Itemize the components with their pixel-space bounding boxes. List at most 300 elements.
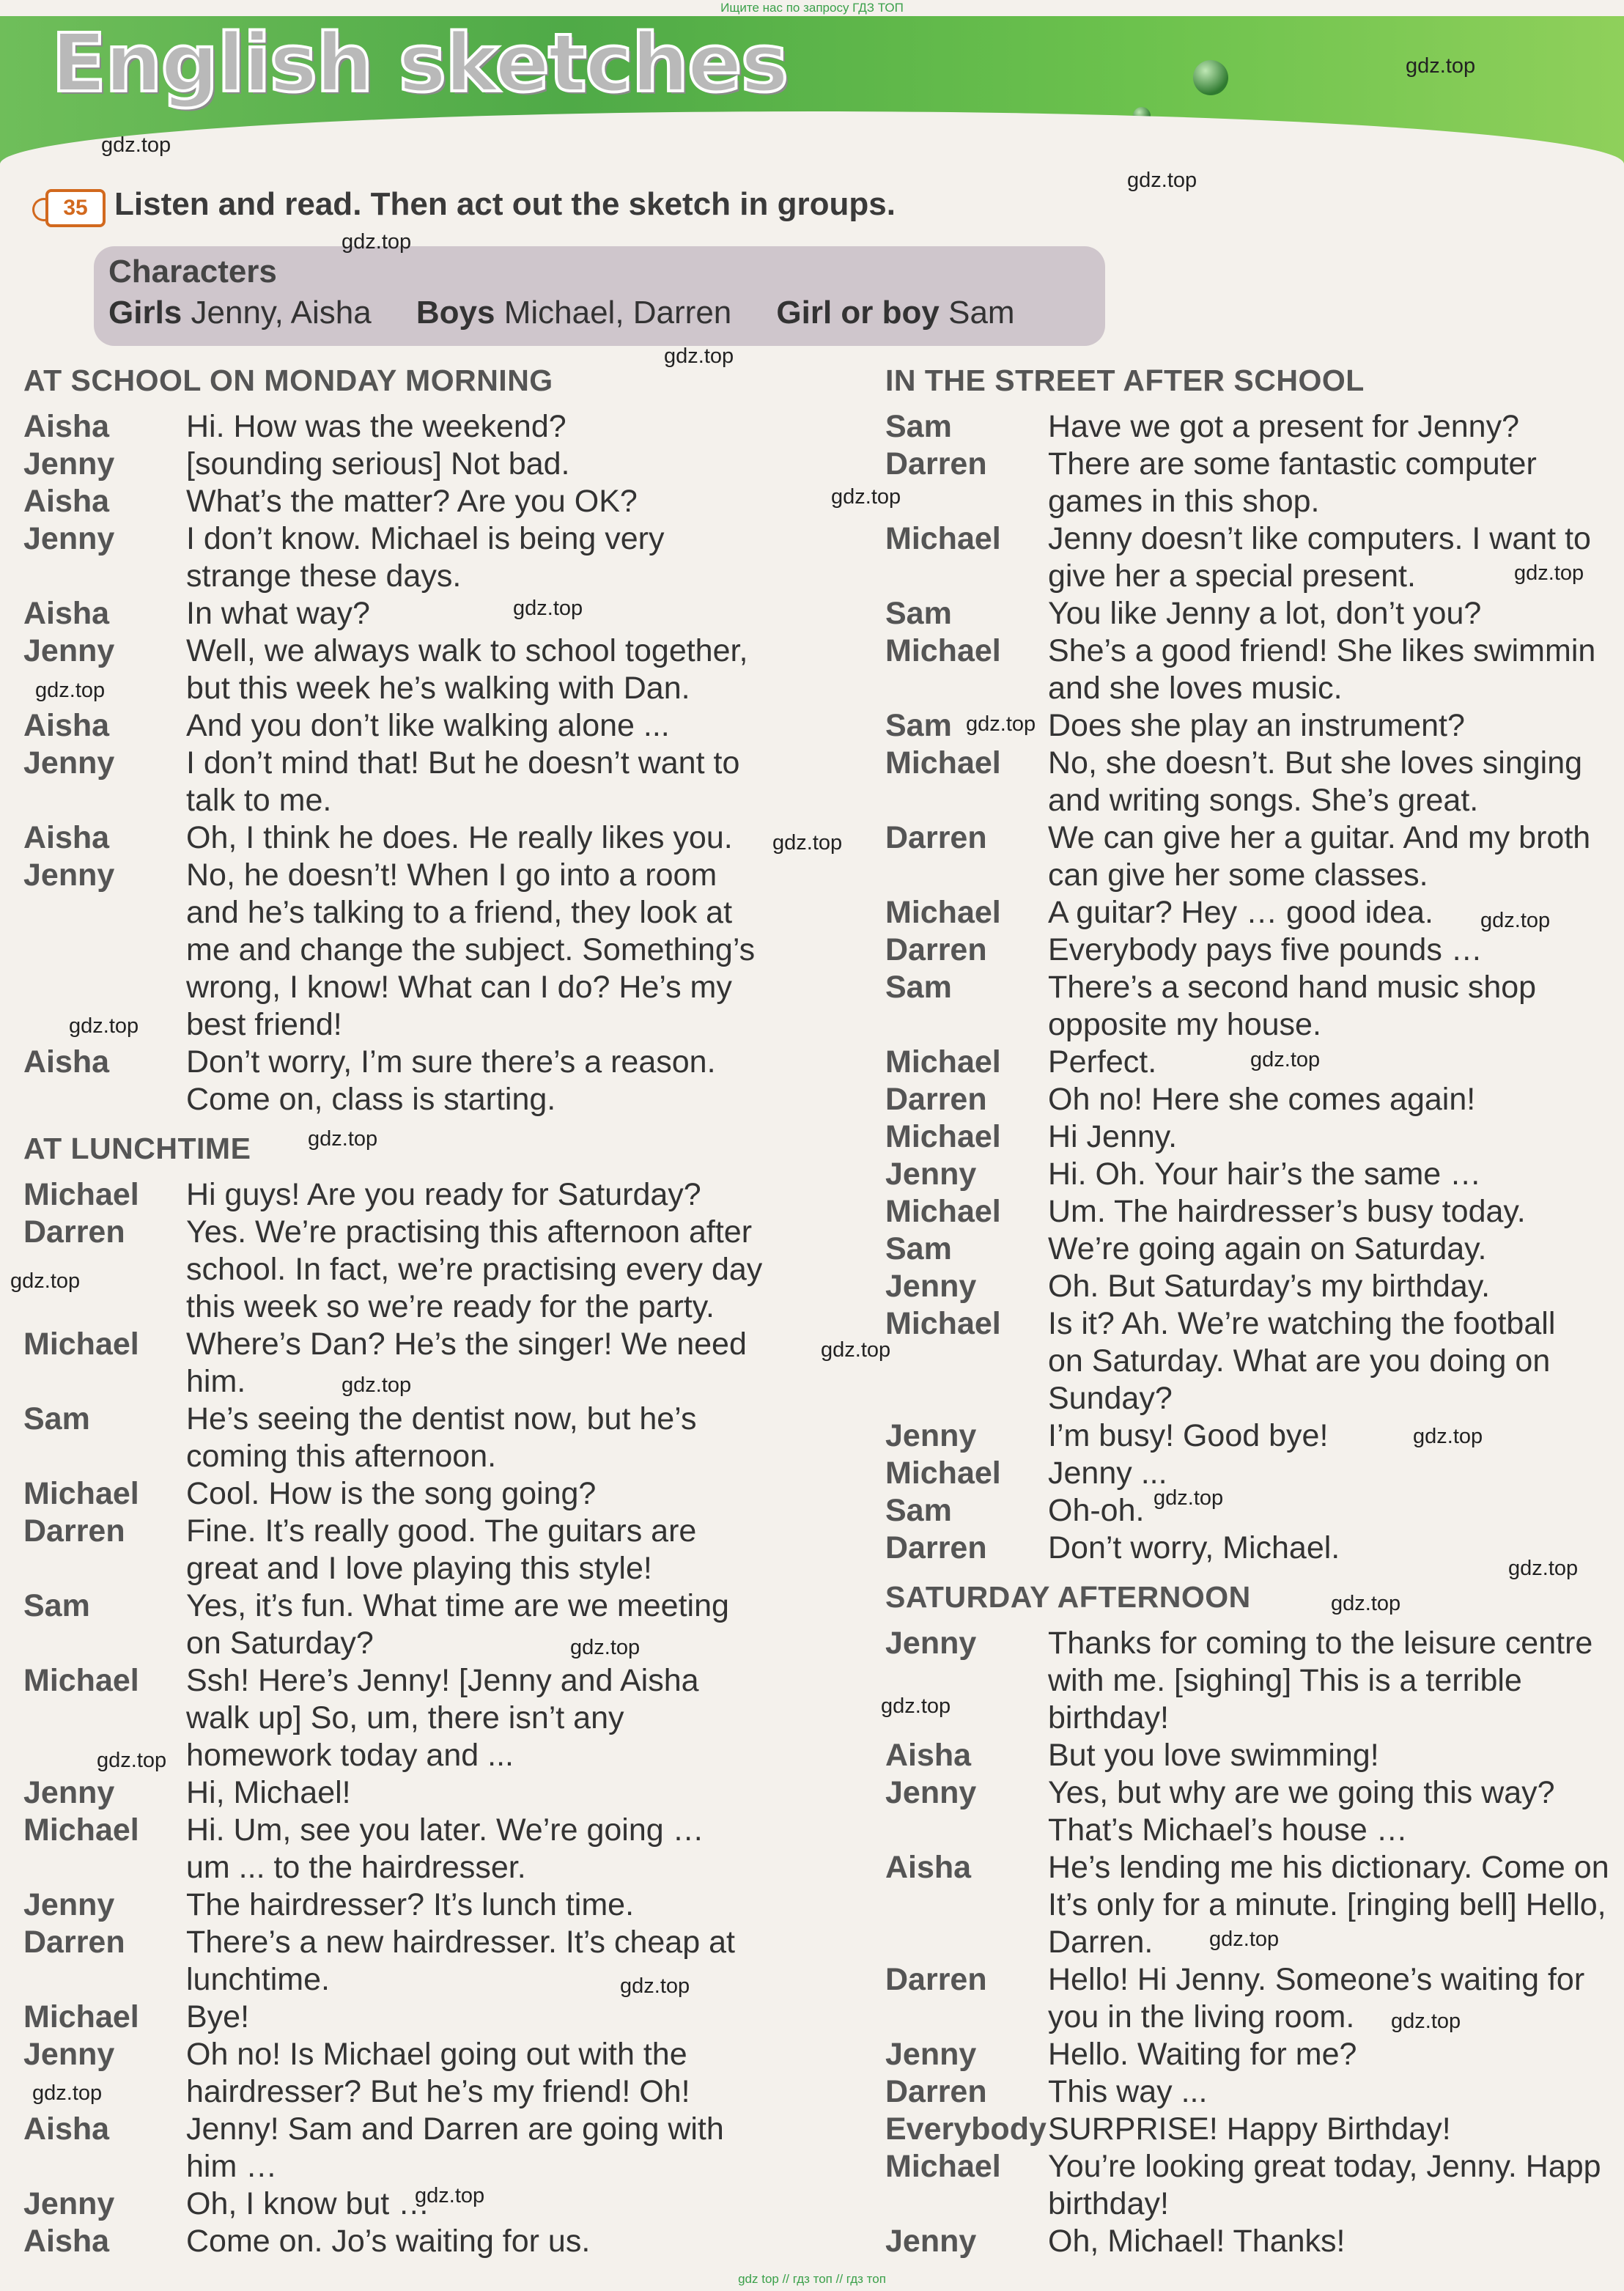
girls-names: Jenny, Aisha bbox=[191, 295, 372, 331]
speaker-name: Michael bbox=[885, 1194, 1001, 1229]
speaker-name: Darren bbox=[885, 932, 987, 967]
dialogue-text-line: I’m busy! Good bye! bbox=[1048, 1418, 1329, 1453]
dialogue-text-line: It’s only for a minute. [ringing bell] Hello, bbox=[1048, 1887, 1606, 1922]
dialogue-line bbox=[23, 1999, 844, 2036]
dialogue-text bbox=[1048, 2073, 1207, 2111]
speaker-name: Aisha bbox=[885, 1850, 972, 1885]
dialogue-text bbox=[1048, 2036, 1357, 2073]
speaker-name: Aisha bbox=[23, 1044, 110, 1080]
dialogue-line bbox=[885, 1417, 1624, 1455]
dialogue-text-line: He’s lending me his dictionary. Come on bbox=[1048, 1850, 1609, 1885]
watermark: gdz.top bbox=[1331, 1592, 1401, 1615]
speaker-name: Michael bbox=[885, 895, 1001, 930]
watermark: gdz.top bbox=[342, 1373, 412, 1397]
dialogue-text bbox=[186, 2111, 724, 2185]
page-title: English sketches bbox=[51, 16, 788, 110]
dialogue-line bbox=[23, 632, 844, 707]
dialogue-text-line: Fine. It’s really good. The guitars are bbox=[186, 1513, 697, 1549]
dialogue-text-line: Is it? Ah. We’re watching the football bbox=[1048, 1306, 1556, 1341]
watermark: gdz.top bbox=[966, 712, 1036, 736]
dialogue-text-line: and she loves music. bbox=[1048, 671, 1343, 706]
dialogue-text-line: This way ... bbox=[1048, 2074, 1208, 2109]
left-column bbox=[23, 359, 844, 2260]
dialogue-text-line: you in the living room. bbox=[1048, 1999, 1355, 2034]
dialogue-text-line: Darren. bbox=[1048, 1925, 1154, 1960]
dialogue-text-line: You like Jenny a lot, don’t you? bbox=[1048, 596, 1482, 631]
dialogue-line bbox=[885, 2148, 1624, 2223]
dialogue-text-line: Oh, Michael! Thanks! bbox=[1048, 2224, 1346, 2259]
speaker-name: Jenny bbox=[23, 633, 115, 668]
dialogue-text-line: Oh-oh. bbox=[1048, 1493, 1145, 1528]
dialogue-line bbox=[23, 408, 844, 446]
watermark: gdz.top bbox=[570, 1636, 641, 1659]
dialogue-line bbox=[885, 1231, 1624, 1268]
dialogue-text-line: opposite my house. bbox=[1048, 1007, 1321, 1042]
dialogue-line bbox=[885, 2223, 1624, 2260]
dialogue-text-line: coming this afternoon. bbox=[186, 1439, 497, 1474]
dialogue-text-line: Thanks for coming to the leisure centre bbox=[1048, 1626, 1593, 1661]
speaker-name: Sam bbox=[23, 1588, 90, 1623]
speaker-name: Darren bbox=[23, 1214, 125, 1250]
speaker-name: Michael bbox=[885, 1456, 1001, 1491]
dialogue-line bbox=[23, 745, 844, 819]
speaker-name: Jenny bbox=[23, 745, 115, 781]
speaker-name: Darren bbox=[885, 820, 987, 855]
dialogue-text-line: A guitar? Hey … good idea. bbox=[1048, 895, 1433, 930]
dialogue-text-line: But you love swimming! bbox=[1048, 1738, 1379, 1773]
dialogue-text-line: We’re going again on Saturday. bbox=[1048, 1231, 1487, 1266]
dialogue-text bbox=[1048, 1774, 1555, 1849]
dialogue-text-line: hairdresser? But he’s my friend! Oh! bbox=[186, 2074, 690, 2109]
dialogue-line bbox=[885, 2036, 1624, 2073]
dialogue-text bbox=[1048, 595, 1481, 632]
dialogue-line bbox=[885, 1737, 1624, 1774]
dialogue-text-line: The hairdresser? It’s lunch time. bbox=[186, 1887, 635, 1922]
dialogue-text-line: Everybody pays five pounds … bbox=[1048, 932, 1483, 967]
dialogue-text-line: lunchtime. bbox=[186, 1962, 330, 1997]
dialogue-text bbox=[1048, 1737, 1379, 1774]
dialogue-line bbox=[23, 1326, 844, 1401]
dialogue-line bbox=[23, 1044, 844, 1118]
dialogue-line bbox=[885, 1156, 1624, 1193]
speaker-name: Aisha bbox=[23, 409, 110, 444]
speaker-name: Michael bbox=[885, 2149, 1001, 2184]
watermark: gdz.top bbox=[513, 597, 583, 620]
footer-note: gdz top // гдз топ // гдз топ bbox=[738, 2272, 886, 2286]
dialogue-text-line: Hi guys! Are you ready for Saturday? bbox=[186, 1177, 701, 1212]
dialogue-text-line: games in this shop. bbox=[1048, 484, 1320, 519]
dialogue-line bbox=[23, 1812, 844, 1886]
dialogue-text-line: Hi. Um, see you later. We’re going … bbox=[186, 1812, 704, 1848]
dialogue-text-line: Yes, but why are we going this way? bbox=[1048, 1775, 1555, 1810]
speaker-name: Jenny bbox=[885, 2037, 977, 2072]
dialogue-text-line: In what way? bbox=[186, 596, 370, 631]
speaker-name: Darren bbox=[885, 1962, 987, 1997]
dialogue-line bbox=[885, 1268, 1624, 1305]
dialogue-text bbox=[186, 1774, 351, 1812]
dialogue-text bbox=[1048, 745, 1582, 819]
dialogue-text bbox=[1048, 2223, 1346, 2260]
watermark: gdz.top bbox=[1391, 2010, 1461, 2033]
dialogue-text bbox=[186, 1326, 747, 1401]
dialogue-line bbox=[885, 1961, 1624, 2036]
speaker-name: Everybody bbox=[885, 2111, 1047, 2147]
watermark: gdz.top bbox=[831, 485, 901, 509]
dialogue-line bbox=[23, 1886, 844, 1924]
speaker-name: Sam bbox=[23, 1401, 90, 1436]
dialogue-line bbox=[885, 1193, 1624, 1231]
dialogue-text-line: Jenny doesn’t like computers. I want to bbox=[1048, 521, 1591, 556]
watermark: gdz.top bbox=[97, 1749, 167, 1772]
speaker-name: Jenny bbox=[23, 2037, 115, 2072]
dialogue-text bbox=[186, 819, 733, 857]
dialogue-text bbox=[1048, 1231, 1486, 1268]
dialogue-text bbox=[1048, 1492, 1144, 1530]
dialogue-text bbox=[1048, 520, 1591, 595]
dialogue-line bbox=[23, 1214, 844, 1326]
boys-names: Michael, Darren bbox=[503, 295, 732, 331]
dialogue-line bbox=[885, 1625, 1624, 1737]
dialogue-text-line: There are some fantastic computer bbox=[1048, 446, 1537, 482]
dialogue-text-line: this week so we’re ready for the party. bbox=[186, 1289, 715, 1324]
dialogue-line bbox=[885, 969, 1624, 1044]
dialogue-text-line: Hi, Michael! bbox=[186, 1775, 351, 1810]
dialogue-text bbox=[186, 632, 748, 707]
dialogue-line bbox=[23, 1401, 844, 1475]
speaker-name: Jenny bbox=[885, 1626, 977, 1661]
speaker-name: Sam bbox=[885, 409, 952, 444]
dialogue-line bbox=[885, 819, 1624, 894]
dialogue-text bbox=[186, 1662, 699, 1774]
dialogue-text bbox=[186, 1999, 249, 2036]
dialogue-text bbox=[186, 857, 755, 1044]
speaker-name: Darren bbox=[885, 2074, 987, 2109]
dialogue-text bbox=[1048, 632, 1595, 707]
watermark: gdz.top bbox=[342, 230, 412, 254]
dialogue-text-line: Hello! Hi Jenny. Someone’s waiting for bbox=[1048, 1962, 1585, 1997]
speaker-name: Michael bbox=[23, 1476, 139, 1511]
speaker-name: Jenny bbox=[23, 521, 115, 556]
watermark: gdz.top bbox=[821, 1338, 891, 1362]
dialogue-text-line: No, he doesn’t! When I go into a room bbox=[186, 857, 717, 893]
dialogue-text bbox=[1048, 1455, 1167, 1492]
girls-label: Girls bbox=[108, 295, 182, 331]
dialogue-text-line: Come on, class is starting. bbox=[186, 1082, 556, 1117]
dialogue-text-line: Have we got a present for Jenny? bbox=[1048, 409, 1519, 444]
speaker-name: Aisha bbox=[23, 596, 110, 631]
dialogue-text-line: great and I love playing this style! bbox=[186, 1551, 652, 1586]
dialogue-text-line: Hi. Oh. Your hair’s the same … bbox=[1048, 1156, 1482, 1192]
dialogue-text-line: Don’t worry, I’m sure there’s a reason. bbox=[186, 1044, 716, 1080]
dialogue-text-line: Bye! bbox=[186, 1999, 250, 2034]
dialogue-text-line: Well, we always walk to school together, bbox=[186, 633, 748, 668]
dialogue-text bbox=[186, 446, 570, 483]
watermark: gdz.top bbox=[10, 1269, 81, 1293]
dialogue-text-line: Jenny! Sam and Darren are going with bbox=[186, 2111, 724, 2147]
dialogue-line bbox=[885, 408, 1624, 446]
watermark: gdz.top bbox=[1406, 54, 1476, 78]
speaker-name: Michael bbox=[885, 745, 1001, 781]
dialogue-text-line: and he’s talking to a friend, they look at bbox=[186, 895, 733, 930]
speaker-name: Michael bbox=[23, 1177, 139, 1212]
banner-swirl bbox=[0, 111, 1624, 170]
either-names: Sam bbox=[948, 295, 1015, 331]
dialogue-text-line: Oh, I know but … bbox=[186, 2186, 430, 2221]
dialogue-line bbox=[23, 520, 844, 595]
speaker-name: Jenny bbox=[23, 2186, 115, 2221]
speaker-name: Aisha bbox=[23, 820, 110, 855]
section-heading: AT LUNCHTIME bbox=[23, 1132, 251, 1165]
speaker-name: Darren bbox=[23, 1925, 125, 1960]
dialogue-text-line: birthday! bbox=[1048, 1700, 1169, 1735]
dialogue-text-line: You’re looking great today, Jenny. Happ bbox=[1048, 2149, 1601, 2184]
dialogue-text-line: No, she doesn’t. But she loves singing bbox=[1048, 745, 1583, 781]
speaker-name: Aisha bbox=[23, 2111, 110, 2147]
dialogue-text bbox=[1048, 2148, 1601, 2223]
dialogue-text-line: That’s Michael’s house … bbox=[1048, 1812, 1408, 1848]
speaker-name: Michael bbox=[23, 1663, 139, 1698]
speaker-name: Darren bbox=[885, 1082, 987, 1117]
speaker-name: Jenny bbox=[885, 1775, 977, 1810]
watermark: gdz.top bbox=[1508, 1557, 1579, 1580]
dialogue-text-line: Hello. Waiting for me? bbox=[1048, 2037, 1357, 2072]
dialogue-text-line: What’s the matter? Are you OK? bbox=[186, 484, 638, 519]
dialogue-text bbox=[1048, 931, 1483, 969]
dialogue-text-line: I don’t know. Michael is being very bbox=[186, 521, 665, 556]
dialogue-text bbox=[1048, 969, 1536, 1044]
speaker-name: Sam bbox=[885, 708, 952, 743]
dialogue-text bbox=[1048, 1044, 1156, 1081]
speaker-name: Sam bbox=[885, 970, 952, 1005]
dialogue-text bbox=[186, 1587, 729, 1662]
dialogue-text bbox=[1048, 2111, 1451, 2148]
dialogue-text-line: SURPRISE! Happy Birthday! bbox=[1048, 2111, 1451, 2147]
dialogue-text-line: birthday! bbox=[1048, 2186, 1169, 2221]
speaker-name: Aisha bbox=[23, 2224, 110, 2259]
dialogue-text bbox=[186, 707, 670, 745]
dialogue-line bbox=[885, 2111, 1624, 2148]
watermark: gdz.top bbox=[35, 679, 106, 702]
dialogue-text-line: There’s a new hairdresser. It’s cheap at bbox=[186, 1925, 735, 1960]
dialogue-text bbox=[1048, 1625, 1592, 1737]
dialogue-text-line: Don’t worry, Michael. bbox=[1048, 1530, 1340, 1565]
dialogue-text-line: strange these days. bbox=[186, 558, 462, 594]
dialogue-text-line: Perfect. bbox=[1048, 1044, 1157, 1080]
section-heading: AT SCHOOL ON MONDAY MORNING bbox=[23, 364, 553, 397]
dialogue-line bbox=[885, 1305, 1624, 1417]
characters-list bbox=[108, 295, 1015, 331]
section-heading: IN THE STREET AFTER SCHOOL bbox=[885, 364, 1365, 397]
dialogue-text-line: There’s a second hand music shop bbox=[1048, 970, 1537, 1005]
dialogue-text-line: Cool. How is the song going? bbox=[186, 1476, 597, 1511]
dialogue-line bbox=[885, 931, 1624, 969]
dialogue-text bbox=[1048, 1530, 1340, 1567]
top-note: Ищите нас по запросу ГДЗ ТОП bbox=[720, 1, 904, 15]
dialogue-line bbox=[23, 483, 844, 520]
dialogue-text bbox=[186, 408, 566, 446]
speaker-name: Michael bbox=[23, 1812, 139, 1848]
dialogue-text bbox=[186, 595, 370, 632]
watermark: gdz.top bbox=[772, 831, 843, 855]
dialogue-text-line: Um. The hairdresser’s busy today. bbox=[1048, 1194, 1526, 1229]
speaker-name: Jenny bbox=[885, 2224, 977, 2259]
dialogue-line bbox=[23, 1176, 844, 1214]
boys-label: Boys bbox=[416, 295, 495, 331]
dialogue-line bbox=[23, 1924, 844, 1999]
dialogue-text-line: wrong, I know! What can I do? He’s my bbox=[186, 970, 732, 1005]
dialogue-text bbox=[1048, 894, 1433, 931]
dialogue-line bbox=[885, 745, 1624, 819]
speaker-name: Jenny bbox=[23, 446, 115, 482]
dialogue-text-line: Oh, I think he does. He really likes you. bbox=[186, 820, 733, 855]
dialogue-line bbox=[885, 1492, 1624, 1530]
watermark: gdz.top bbox=[101, 133, 171, 157]
dialogue-text-line: Sunday? bbox=[1048, 1381, 1173, 1416]
dialogue-text-line: give her a special present. bbox=[1048, 558, 1416, 594]
dialogue-text-line: I don’t mind that! But he doesn’t want to bbox=[186, 745, 740, 781]
dialogue-line bbox=[23, 2036, 844, 2111]
section-heading: SATURDAY AFTERNOON bbox=[885, 1580, 1251, 1614]
dialogue-text-line: She’s a good friend! She likes swimmin bbox=[1048, 633, 1596, 668]
dialogue-text bbox=[186, 1886, 634, 1924]
dialogue-line bbox=[23, 707, 844, 745]
dialogue-line bbox=[885, 1118, 1624, 1156]
speaker-name: Michael bbox=[23, 1327, 139, 1362]
speaker-name: Jenny bbox=[885, 1418, 977, 1453]
dialogue-line bbox=[23, 2111, 844, 2185]
dialogue-line bbox=[23, 446, 844, 483]
dialogue-line bbox=[885, 2073, 1624, 2111]
dialogue-text bbox=[1048, 1305, 1555, 1417]
dialogue-text-line: best friend! bbox=[186, 1007, 342, 1042]
dialogue-text bbox=[186, 2036, 690, 2111]
dialogue-line bbox=[885, 1081, 1624, 1118]
dialogue-text-line: We can give her a guitar. And my broth bbox=[1048, 820, 1591, 855]
dialogue-line bbox=[885, 1455, 1624, 1492]
dialogue-text bbox=[186, 1812, 704, 1886]
dialogue-line bbox=[885, 632, 1624, 707]
dialogue-text bbox=[1048, 1156, 1481, 1193]
watermark: gdz.top bbox=[1209, 1927, 1280, 1951]
dialogue-text bbox=[1048, 1193, 1526, 1231]
watermark: gdz.top bbox=[308, 1127, 378, 1151]
track-badge: 35 bbox=[45, 189, 106, 227]
dialogue-line bbox=[23, 1774, 844, 1812]
speaker-name: Jenny bbox=[23, 1775, 115, 1810]
watermark: gdz.top bbox=[620, 1974, 690, 1998]
dialogue-text bbox=[186, 2223, 590, 2260]
speaker-name: Michael bbox=[885, 1044, 1001, 1080]
speaker-name: Jenny bbox=[885, 1156, 977, 1192]
either-label: Girl or boy bbox=[776, 295, 940, 331]
dialogue-text bbox=[1048, 819, 1590, 894]
speaker-name: Michael bbox=[885, 633, 1001, 668]
dialogue-text-line: um ... to the hairdresser. bbox=[186, 1850, 526, 1885]
speaker-name: Aisha bbox=[885, 1738, 972, 1773]
speaker-name: Michael bbox=[885, 521, 1001, 556]
speaker-name: Aisha bbox=[23, 708, 110, 743]
dialogue-text-line: Jenny ... bbox=[1048, 1456, 1167, 1491]
watermark: gdz.top bbox=[881, 1694, 951, 1718]
dialogue-text-line: on Saturday. What are you doing on bbox=[1048, 1343, 1551, 1379]
dialogue-text-line: him. bbox=[186, 1364, 246, 1399]
dialogue-line bbox=[885, 1774, 1624, 1849]
dialogue-text bbox=[186, 1513, 696, 1587]
right-column bbox=[885, 359, 1624, 2260]
dialogue-text bbox=[186, 1475, 596, 1513]
speaker-name: Jenny bbox=[23, 1887, 115, 1922]
speaker-name: Darren bbox=[885, 1530, 987, 1565]
dialogue-text-line: him … bbox=[186, 2149, 278, 2184]
speaker-name: Jenny bbox=[23, 857, 115, 893]
dialogue-text bbox=[1048, 1961, 1584, 2036]
dialogue-text bbox=[1048, 707, 1465, 745]
dialogue-text bbox=[1048, 1268, 1490, 1305]
dialogue-line bbox=[885, 595, 1624, 632]
speaker-name: Sam bbox=[885, 1231, 952, 1266]
dialogue-text bbox=[186, 1044, 716, 1118]
dialogue-text-line: Where’s Dan? He’s the singer! We need bbox=[186, 1327, 747, 1362]
dialogue-text-line: Hi. How was the weekend? bbox=[186, 409, 566, 444]
dialogue-text-line: me and change the subject. Something’s bbox=[186, 932, 756, 967]
dialogue-text-line: talk to me. bbox=[186, 783, 332, 818]
speaker-name: Darren bbox=[23, 1513, 125, 1549]
dialogue-text-line: Ssh! Here’s Jenny! [Jenny and Aisha bbox=[186, 1663, 699, 1698]
dialogue-text bbox=[1048, 1417, 1328, 1455]
speaker-name: Jenny bbox=[885, 1269, 977, 1304]
dialogue-text-line: but this week he’s walking with Dan. bbox=[186, 671, 690, 706]
dialogue-text bbox=[186, 745, 739, 819]
watermark: gdz.top bbox=[1154, 1486, 1224, 1510]
dialogue-text-line: He’s seeing the dentist now, but he’s bbox=[186, 1401, 697, 1436]
dialogue-text bbox=[1048, 1081, 1475, 1118]
watermark: gdz.top bbox=[1413, 1425, 1483, 1448]
dialogue-line bbox=[23, 595, 844, 632]
dialogue-text-line: Come on. Jo’s waiting for us. bbox=[186, 2224, 591, 2259]
dialogue-text-line: with me. [sighing] This is a terrible bbox=[1048, 1663, 1522, 1698]
dialogue-text bbox=[186, 520, 665, 595]
dialogue-line bbox=[23, 2223, 844, 2260]
dialogue-text-line: walk up] So, um, there isn’t any bbox=[186, 1700, 624, 1735]
dialogue-line bbox=[885, 446, 1624, 520]
speaker-name: Michael bbox=[885, 1306, 1001, 1341]
instruction: Listen and read. Then act out the sketch in groups. bbox=[114, 186, 896, 222]
watermark: gdz.top bbox=[1127, 169, 1197, 192]
dialogue-line bbox=[23, 1513, 844, 1587]
watermark: gdz.top bbox=[1480, 909, 1551, 932]
dialogue-line bbox=[23, 1475, 844, 1513]
speaker-name: Sam bbox=[885, 596, 952, 631]
dialogue-line bbox=[23, 857, 844, 1044]
dialogue-line bbox=[885, 520, 1624, 595]
dialogue-text bbox=[1048, 1849, 1609, 1961]
dialogue-text bbox=[186, 483, 638, 520]
dialogue-line bbox=[23, 1587, 844, 1662]
bubble-decoration bbox=[1193, 60, 1228, 95]
speaker-name: Michael bbox=[23, 1999, 139, 2034]
dialogue-text-line: can give her some classes. bbox=[1048, 857, 1428, 893]
characters-heading: Characters bbox=[108, 254, 277, 289]
dialogue-text bbox=[186, 1214, 762, 1326]
dialogue-text-line: Yes. We’re practising this afternoon after bbox=[186, 1214, 753, 1250]
dialogue-text-line: Oh no! Here she comes again! bbox=[1048, 1082, 1476, 1117]
dialogue-text-line: and writing songs. She’s great. bbox=[1048, 783, 1479, 818]
dialogue-text-line: on Saturday? bbox=[186, 1626, 374, 1661]
watermark: gdz.top bbox=[32, 2081, 103, 2105]
watermark: gdz.top bbox=[1514, 561, 1584, 585]
speaker-name: Darren bbox=[885, 446, 987, 482]
dialogue-text-line: Does she play an instrument? bbox=[1048, 708, 1465, 743]
